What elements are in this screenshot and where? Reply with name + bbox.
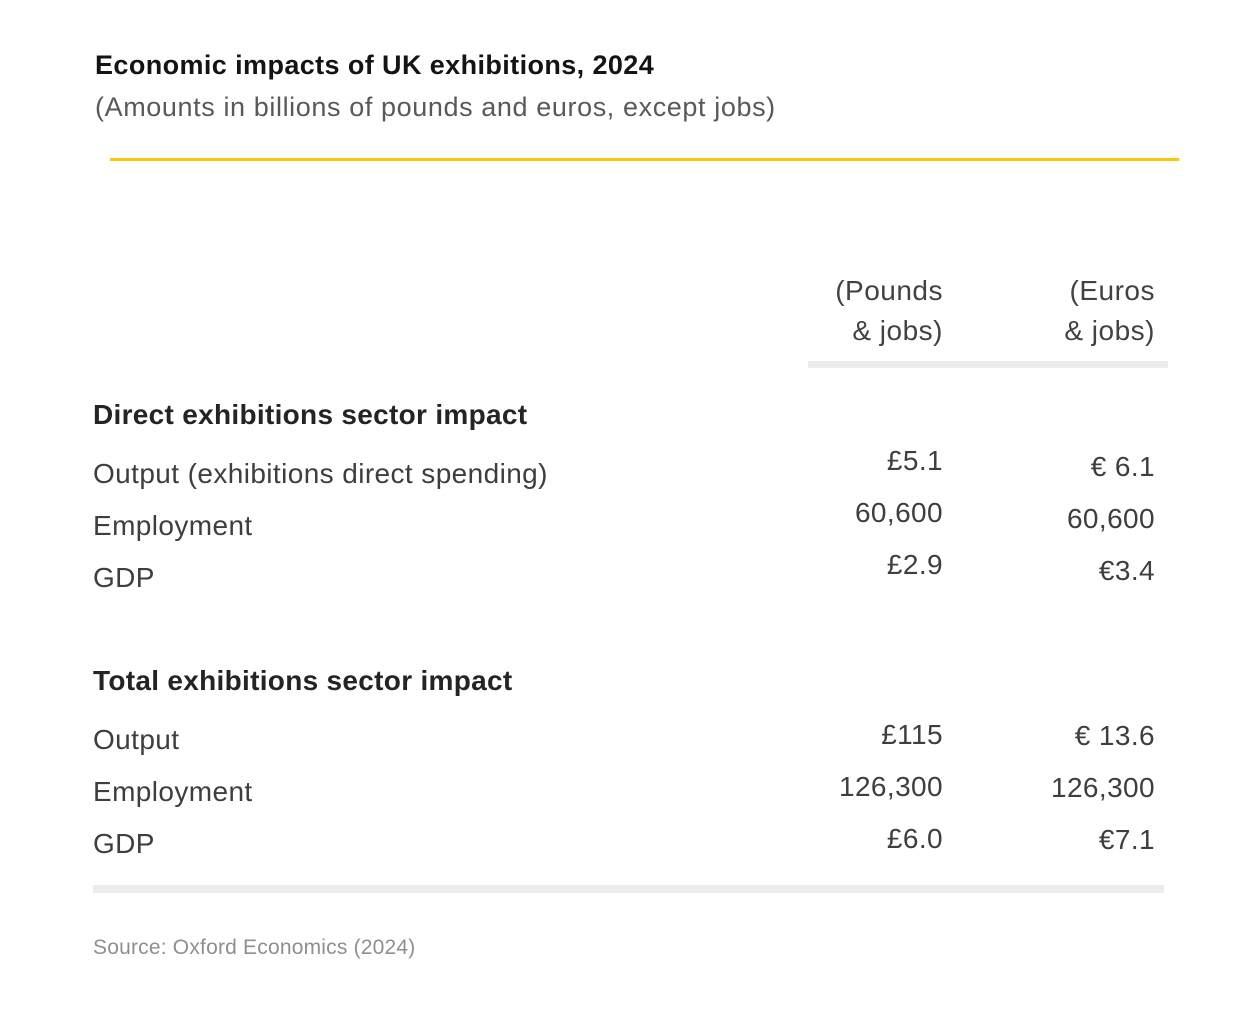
column-header-pounds — [693, 271, 943, 351]
value-euros: 126,300 — [1050, 772, 1155, 803]
table-row — [93, 818, 1155, 870]
section-direct-impact — [93, 398, 1155, 604]
column-header-euros — [943, 271, 1155, 351]
chart-title: Economic impacts of UK exhibitions, 2024 — [95, 50, 655, 80]
row-label: GDP — [93, 828, 155, 859]
row-label: Output — [93, 724, 180, 755]
section-total-impact — [93, 664, 1155, 870]
row-label: Output (exhibitions direct spending) — [93, 458, 548, 489]
table-row — [93, 766, 1155, 818]
column-header-euros-line2: & jobs) — [1064, 315, 1155, 346]
value-euros: €7.1 — [1098, 824, 1155, 855]
data-table — [93, 398, 1155, 870]
accent-divider — [110, 158, 1179, 161]
bottom-divider — [93, 885, 1164, 893]
value-pounds: £115 — [881, 719, 943, 750]
value-pounds: £2.9 — [886, 549, 943, 580]
value-pounds: 60,600 — [854, 497, 943, 528]
column-header-euros-line1: (Euros — [1069, 275, 1155, 306]
table-row — [93, 549, 1155, 604]
section-heading: Direct exhibitions sector impact — [93, 399, 528, 430]
row-label: GDP — [93, 562, 155, 593]
row-label: Employment — [93, 510, 253, 541]
column-header-spacer — [93, 271, 693, 351]
value-euros: € 6.1 — [1090, 451, 1155, 482]
column-headers — [93, 271, 1155, 351]
chart-subtitle: (Amounts in billions of pounds and euros, except jobs) — [95, 92, 776, 122]
column-header-pounds-line2: & jobs) — [852, 315, 943, 346]
value-euros: €3.4 — [1098, 555, 1155, 586]
source-note: Source: Oxford Economics (2024) — [93, 936, 416, 959]
section-heading: Total exhibitions sector impact — [93, 665, 513, 696]
value-pounds: 126,300 — [838, 771, 943, 802]
value-euros: 60,600 — [1066, 503, 1155, 534]
value-euros: € 13.6 — [1074, 720, 1155, 751]
value-pounds: £6.0 — [886, 823, 943, 854]
row-label: Employment — [93, 776, 253, 807]
header-underline — [808, 361, 1168, 368]
column-header-pounds-line1: (Pounds — [835, 275, 943, 306]
value-pounds: £5.1 — [886, 445, 943, 476]
table-row — [93, 714, 1155, 766]
